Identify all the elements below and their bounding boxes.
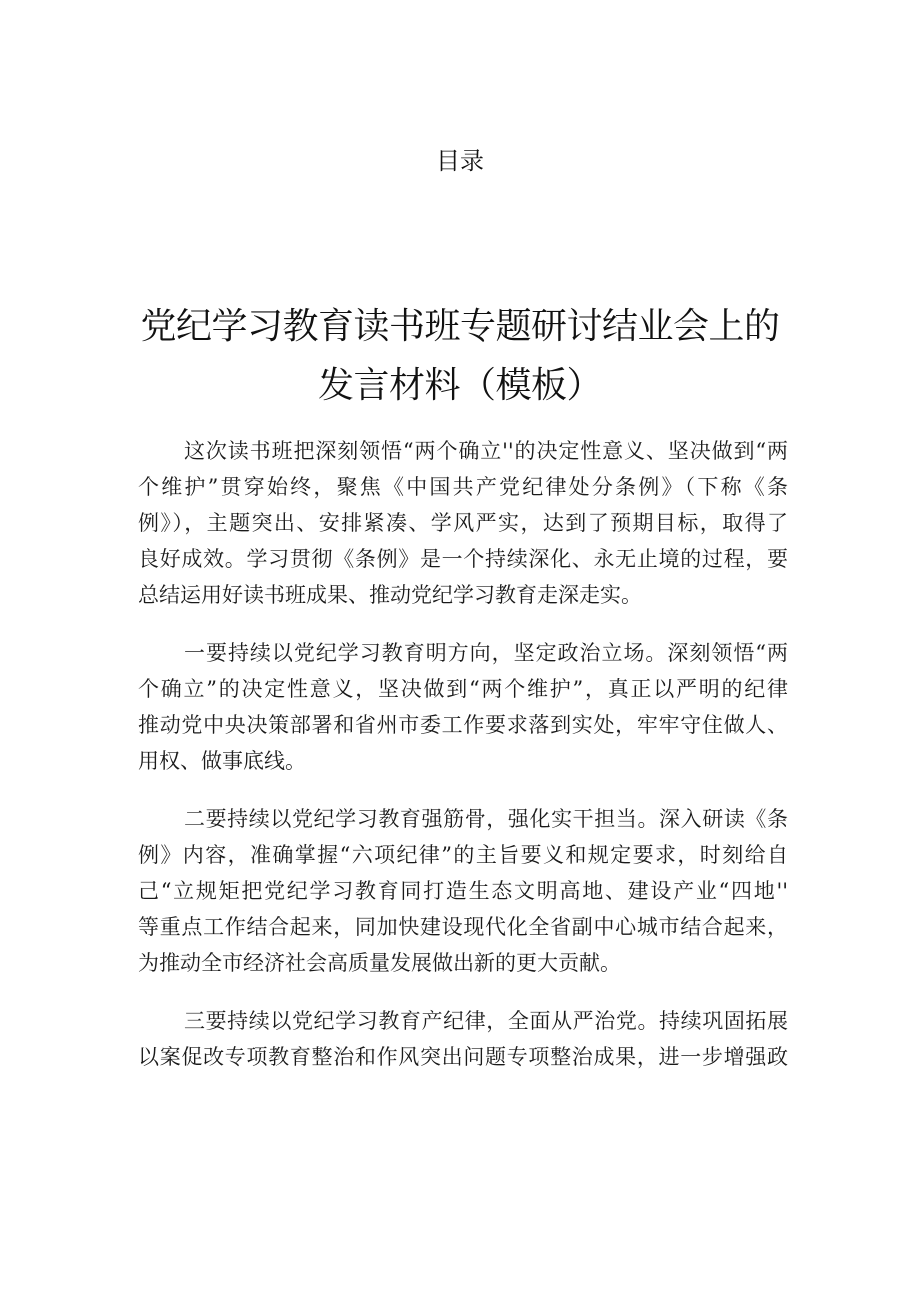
- paragraph-1: [138, 433, 788, 613]
- paragraph-line: 个确立”的决定性意义，坚决做到“两个维护”，真正以严明的纪律: [138, 677, 788, 701]
- title-line-2: 发言材料（模板）: [317, 365, 602, 406]
- paragraph-line: 己“立规矩把党纪学习教育同打造生态文明高地、建设产业“四地'': [138, 879, 788, 903]
- paragraph-line: 这次读书班把深刻领悟“两个确立''的决定性意义、坚决做到“两: [184, 439, 788, 463]
- paragraph-2: [138, 635, 788, 779]
- paragraph-line: 三要持续以党纪学习教育产纪律，全面从严治党。持续巩固拓展: [184, 1009, 788, 1033]
- paragraph-line: 二要持续以党纪学习教育强筋骨，强化实干担当。深入研读《条: [184, 807, 788, 831]
- paragraph-line: 总结运用好读书班成果、推动党纪学习教育走深走实。: [138, 583, 642, 607]
- paragraph-line: 以案促改专项教育整治和作风突出问题专项整治成果，进一步增强政: [138, 1045, 788, 1069]
- paragraph-line: 个维护”贯穿始终，聚焦《中国共产党纪律处分条例》（下称《条: [138, 475, 788, 499]
- toc-heading: 目录: [436, 147, 484, 175]
- paragraph-line: 等重点工作结合起来，同加快建设现代化全省副中心城市结合起来，: [138, 915, 788, 939]
- paragraph-line: 例》），主题突出、安排紧凑、学风严实，达到了预期目标，取得了: [138, 511, 788, 535]
- title-line-1: 党纪学习教育读书班专题研讨结业会上的: [140, 306, 780, 347]
- paragraph-line: 例》内容，准确掌握“六项纪律”的主旨要义和规定要求，时刻给自: [138, 843, 788, 867]
- paragraph-3: [138, 801, 788, 981]
- document-title: [100, 297, 820, 415]
- paragraph-line: 用权、做事底线。: [138, 749, 306, 773]
- document-body: [138, 433, 788, 1097]
- paragraph-line: 良好成效。学习贯彻《条例》是一个持续深化、永无止境的过程，要: [138, 547, 788, 571]
- paragraph-line: 一要持续以党纪学习教育明方向，坚定政治立场。深刻领悟“两: [184, 641, 788, 665]
- paragraph-line: 为推动全市经济社会高质量发展做出新的更大贡献。: [138, 951, 621, 975]
- paragraph-line: 推动党中央决策部署和省州市委工作要求落到实处，牢牢守住做人、: [138, 713, 788, 737]
- paragraph-4: [138, 1003, 788, 1075]
